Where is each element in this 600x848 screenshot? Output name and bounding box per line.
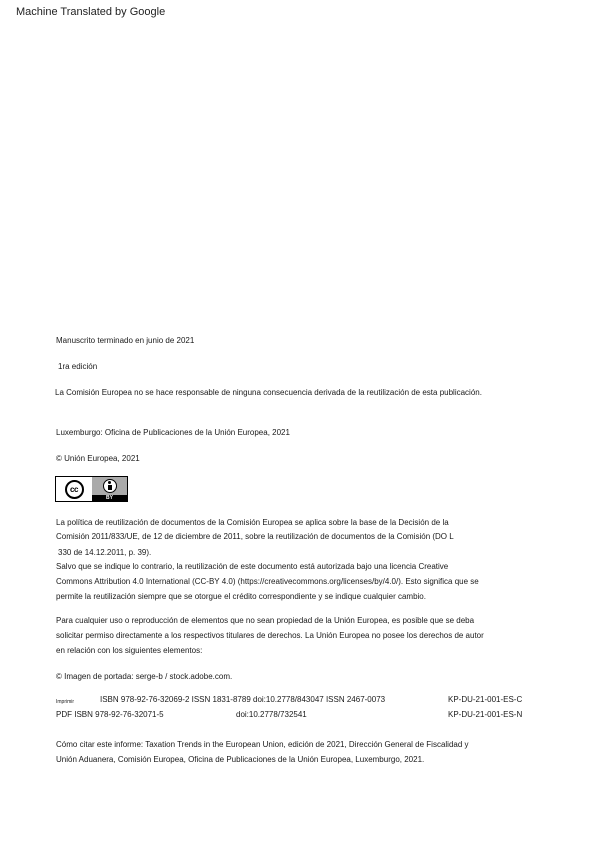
third-party-line1: Para cualquier uso o reproducción de elementos que no sean propiedad de la Unión Europea, es posible que se deba — [56, 616, 475, 625]
third-party-line2: solicitar permiso directamente a los respectivos titulares de derechos. La Unión Europea no posee los derechos de autor — [56, 631, 484, 640]
copyright: © Unión Europea, 2021 — [56, 454, 140, 463]
print-catalogue: KP-DU-21-001-ES-C — [448, 695, 523, 704]
by-label: BY — [92, 495, 127, 501]
license-line3: permite la reutilización siempre que se otorgue el crédito correspondiente y se indique cualquier cambio. — [56, 592, 426, 601]
publisher: Luxemburgo: Oficina de Publicaciones de la Unión Europea, 2021 — [56, 428, 290, 437]
citation-line2: Unión Aduanera, Comisión Europea, Oficina de Publicaciones de la Unión Europea, Luxemburgo, 2021. — [56, 755, 425, 764]
cc-by-license-badge — [55, 476, 128, 502]
license-line1: Salvo que se indique lo contrario, la reutilización de este documento está autorizada bajo una licencia Creative — [56, 562, 449, 571]
pdf-doi: doi:10.2778/732541 — [236, 710, 307, 719]
license-line2: Commons Attribution 4.0 International (CC-BY 4.0) (https://creativecommons.org/licenses/by/4.0/). Esto significa que se — [56, 577, 479, 586]
third-party-line3: en relación con los siguientes elementos: — [56, 646, 203, 655]
pdf-isbn: PDF ISBN 978-92-76-32071-5 — [56, 710, 164, 719]
manuscript-completed: Manuscrito terminado en junio de 2021 — [56, 336, 195, 345]
citation-line1: Cómo citar este informe: Taxation Trends in the European Union, edición de 2021, Dirección General de Fiscalidad y — [56, 740, 469, 749]
reuse-policy-line3: 330 de 14.12.2011, p. 39). — [58, 548, 152, 557]
pdf-catalogue: KP-DU-21-001-ES-N — [448, 710, 523, 719]
creative-commons-icon — [65, 480, 84, 499]
reuse-policy-line1: La política de reutilización de documentos de la Comisión Europea se aplica sobre la base de la Decisión de la — [56, 518, 449, 527]
machine-translated-header: Machine Translated by Google — [16, 6, 166, 18]
edition: 1ra edición — [58, 362, 98, 371]
cc-label: cc — [70, 484, 78, 494]
attribution-person-icon — [103, 479, 117, 493]
disclaimer: La Comisión Europea no se hace responsable de ninguna consecuencia derivada de la reutilización de esta publicación. — [55, 388, 482, 397]
print-isbn: ISBN 978-92-76-32069-2 ISSN 1831-8789 doi:10.2778/843047 ISSN 2467-0073 — [100, 695, 386, 704]
cover-image-credit: © Imagen de portada: serge-b / stock.adobe.com. — [56, 672, 233, 681]
reuse-policy-line2: Comisión 2011/833/UE, de 12 de diciembre de 2011, sobre la reutilización de documentos de la Comisión (DO L — [56, 532, 454, 541]
print-label: Imprimir — [56, 699, 75, 705]
